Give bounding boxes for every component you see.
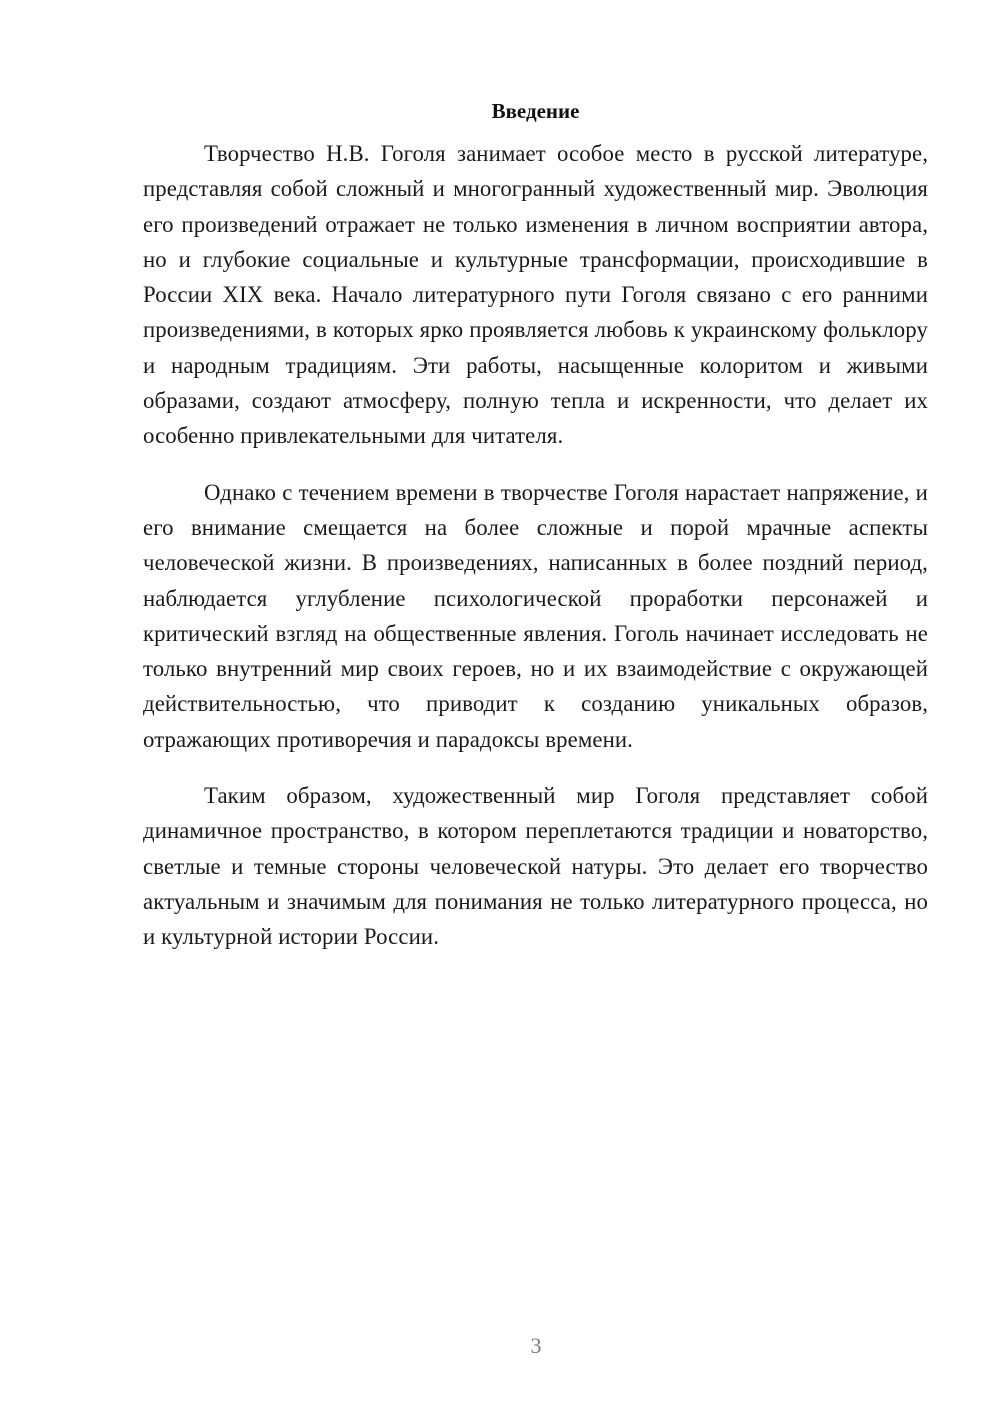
page-body [143, 98, 928, 976]
paragraph-1: Творчество Н.В. Гоголя занимает особое место в русской литературе, представляя собой сложный и многогранный художественный мир. Эволюция его произведений отражает не только изменения в личном восприятии автора, но и глубокие социальные и культурные трансформации, происходившие в России XIX века. Начало литературного пути Гоголя связано с его ранними произведениями, в которых ярко проявляется любовь к украинскому фольклору и народным традициям. Эти работы, насыщенные колоритом и живыми образами, создают атмосферу, полную тепла и искренности, что делает их особенно привлекательными для читателя. [143, 141, 928, 449]
page-number: 3 [530, 1333, 542, 1358]
section-heading: Введение [491, 99, 580, 123]
paragraph-2: Однако с течением времени в творчестве Гоголя нарастает напряжение, и его внимание смещается на более сложные и порой мрачные аспекты человеческой жизни. В произведениях, написанных в более поздний период, наблюдается углубление психологической проработки персонажей и критический взгляд на общественные явления. Гоголь начинает исследовать не только внутренний мир своих героев, но и их взаимодействие с окружающей действительностью, что приводит к созданию уникальных образов, отражающих противоречия и парадоксы времени. [143, 479, 928, 752]
paragraph-3: Таким образом, художественный мир Гоголя представляет собой динамичное пространство, в котором переплетаются традиции и новаторство, светлые и темные стороны человеческой натуры. Это делает его творчество актуальным и значимым для понимания не только литературного процесса, но и культурной истории России. [143, 783, 928, 950]
